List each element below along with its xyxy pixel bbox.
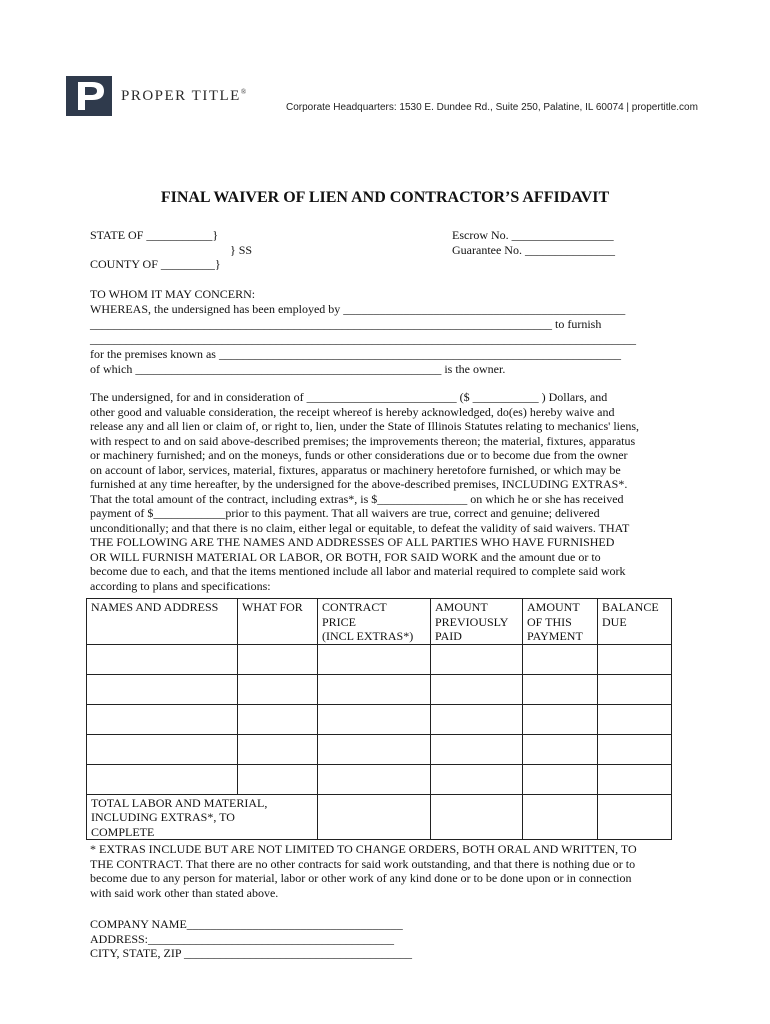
brand-text: PROPER TITLE	[121, 88, 241, 104]
header-names-and-address: NAMES AND ADDRESS	[87, 599, 238, 645]
table-cell[interactable]	[87, 765, 238, 795]
paragraph-line: THE FOLLOWING ARE THE NAMES AND ADDRESSES OF ALL PARTIES WHO HAVE FURNISHED	[90, 535, 615, 549]
paragraph-line: other good and valuable consideration, the receipt whereof is hereby acknowledged, do(es) hereby waive and	[90, 404, 615, 419]
proper-title-logo-mark	[66, 76, 112, 116]
header-amount-previously-paid: AMOUNT PREVIOUSLY PAID	[431, 599, 523, 645]
total-label-cell: TOTAL LABOR AND MATERIAL, INCLUDING EXTRAS*, TO COMPLETE	[87, 795, 318, 840]
table-cell[interactable]	[87, 675, 238, 705]
table-row	[87, 735, 672, 765]
table-cell[interactable]	[523, 735, 598, 765]
company-name-field: COMPANY NAME____________________________________	[90, 917, 403, 931]
table-cell[interactable]	[523, 675, 598, 705]
extras-line: with said work other than stated above.	[90, 885, 279, 900]
extras-line: * EXTRAS INCLUDE BUT ARE NOT LIMITED TO CHANGE ORDERS, BOTH ORAL AND WRITTEN, TO	[90, 842, 637, 856]
table-cell[interactable]	[523, 645, 598, 675]
table-cell[interactable]	[238, 645, 318, 675]
owner-line: of which ___________________________________________________ is the owner.	[90, 362, 506, 376]
table-cell[interactable]	[431, 735, 523, 765]
table-cell[interactable]	[238, 765, 318, 795]
company-address-field: ADDRESS:_________________________________________	[90, 931, 395, 946]
paragraph-line: become due to each, and that the items mentioned include all labor and material required to complete said work	[90, 564, 626, 578]
company-block	[90, 917, 412, 961]
table-cell[interactable]	[238, 675, 318, 705]
table-cell[interactable]	[87, 705, 238, 735]
table-cell[interactable]	[431, 675, 523, 705]
table-cell[interactable]	[87, 735, 238, 765]
ss-marker: } SS	[230, 243, 253, 257]
total-this-payment-cell[interactable]	[523, 795, 598, 840]
header-what-for: WHAT FOR	[238, 599, 318, 645]
table-cell[interactable]	[431, 765, 523, 795]
extras-note	[90, 842, 637, 900]
table-cell[interactable]	[598, 765, 672, 795]
blank-line: ___________________________________________________________________________________________	[90, 332, 636, 346]
paragraph-line: The undersigned, for and in consideration of _________________________ ($ ___________ ) Dollars, and	[90, 390, 608, 404]
premises-known-as-line: for the premises known as ___________________________________________________________________	[90, 347, 621, 361]
guarantee-number-field: Guarantee No. _______________	[452, 243, 615, 257]
table-cell[interactable]	[318, 765, 431, 795]
extras-line: become due to any person for material, labor or other work of any kind done or to be done upon or in connection	[90, 871, 632, 885]
total-contract-price-cell[interactable]	[318, 795, 431, 840]
paragraph-line: with respect to and on said above-described premises; the improvements thereon; the material, fixtures, apparatus	[90, 433, 636, 448]
paragraph-line: or machinery furnished; and on the moneys, funds or other considerations due or to become due from the owner	[90, 448, 628, 462]
header-contract-price: CONTRACT PRICE (INCL EXTRAS*)	[318, 599, 431, 645]
table-cell[interactable]	[598, 675, 672, 705]
table-cell[interactable]	[318, 645, 431, 675]
paragraph-line: That the total amount of the contract, including extras*, is $_______________ on which he or she has received	[90, 491, 624, 506]
state-of-field: STATE OF ___________}	[90, 228, 219, 242]
table-cell[interactable]	[523, 765, 598, 795]
to-furnish-line: _____________________________________________________________________________ to furnish	[90, 317, 602, 331]
table-total-row	[87, 795, 672, 840]
table-cell[interactable]	[238, 705, 318, 735]
table-row	[87, 765, 672, 795]
paragraph-line: payment of $____________prior to this payment. That all waivers are true, correct and genuine; delivered	[90, 506, 600, 520]
table-cell[interactable]	[598, 705, 672, 735]
table-row	[87, 645, 672, 675]
table-cell[interactable]	[318, 675, 431, 705]
escrow-number-field: Escrow No. _________________	[452, 228, 614, 242]
table-cell[interactable]	[598, 645, 672, 675]
table-cell[interactable]	[523, 705, 598, 735]
paragraph-line: unconditionally; and that there is no claim, either legal or equitable, to defeat the validity of said waivers. THAT	[90, 520, 630, 535]
county-of-field: COUNTY OF _________}	[90, 257, 221, 271]
total-balance-due-cell[interactable]	[598, 795, 672, 840]
table-cell[interactable]	[238, 735, 318, 765]
headquarters-address: Corporate Headquarters: 1530 E. Dundee Rd., Suite 250, Palatine, IL 60074 | propertitle.com	[286, 102, 698, 113]
table-cell[interactable]	[318, 705, 431, 735]
document-title: FINAL WAIVER OF LIEN AND CONTRACTOR’S AFFIDAVIT	[160, 189, 610, 206]
company-city-state-zip-field: CITY, STATE, ZIP ______________________________________	[90, 946, 413, 960]
table-cell[interactable]	[431, 705, 523, 735]
total-previously-paid-cell[interactable]	[431, 795, 523, 840]
table-cell[interactable]	[87, 645, 238, 675]
paragraph-line: according to plans and specifications:	[90, 578, 271, 593]
table-header-row	[87, 599, 672, 645]
paragraph-line: furnished at any time hereafter, by the undersigned for the above-described premises, INCLUDING EXTRAS*.	[90, 477, 628, 491]
table-cell[interactable]	[431, 645, 523, 675]
extras-line: THE CONTRACT. That there are no other contracts for said work outstanding, and that there is nothing due or to	[90, 856, 636, 871]
table-cell[interactable]	[318, 735, 431, 765]
to-whom-it-may-concern: TO WHOM IT MAY CONCERN:	[90, 287, 256, 301]
brand-name	[121, 88, 246, 105]
paragraph-line: on account of labor, services, material, fixtures, apparatus or machinery heretofore furnished, or which may be	[90, 462, 621, 477]
paragraph-line: release any and all lien or claim of, or right to, lien, under the State of Illinois Statutes relating to mechanics' liens,	[90, 419, 640, 433]
table-row	[87, 675, 672, 705]
waiver-paragraph	[90, 390, 670, 593]
whereas-employed-by-line: WHEREAS, the undersigned has been employed by _______________________________________________	[90, 302, 626, 316]
parties-table	[86, 598, 672, 840]
registered-mark: ®	[240, 88, 247, 96]
paragraph-line: OR WILL FURNISH MATERIAL OR LABOR, OR BOTH, FOR SAID WORK and the amount due or to	[90, 549, 601, 564]
header-amount-of-this-payment: AMOUNT OF THIS PAYMENT	[523, 599, 598, 645]
table-cell[interactable]	[598, 735, 672, 765]
header-balance-due: BALANCE DUE	[598, 599, 672, 645]
table-row	[87, 705, 672, 735]
